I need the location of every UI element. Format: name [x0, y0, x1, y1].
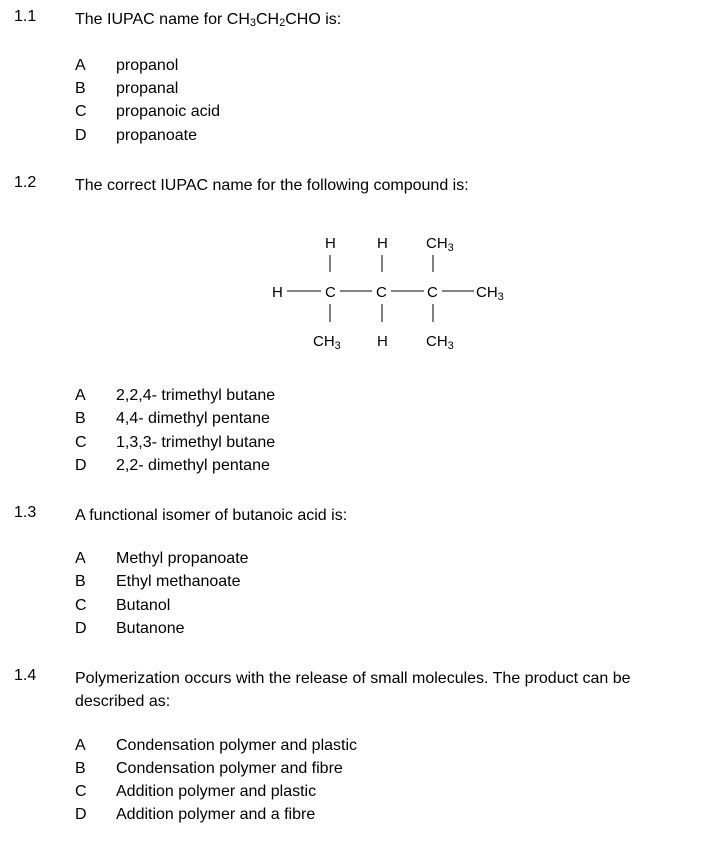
atom-label: H: [377, 333, 388, 350]
option-letter: B: [75, 573, 86, 590]
atom-label: C: [325, 284, 336, 301]
atom-label: $CH_3$: [426, 333, 454, 352]
option-letter: C: [75, 103, 87, 120]
option-text: Condensation polymer and fibre: [116, 760, 343, 777]
atom-label: C: [376, 284, 387, 301]
option-letter: D: [75, 806, 87, 823]
option-letter: D: [75, 620, 87, 637]
question-stem: Polymerization occurs with the release of small molecules. The product can be described as:: [75, 670, 631, 710]
atom-label: $CH_3$: [426, 235, 454, 254]
atom-label: C: [427, 284, 438, 301]
option-letter: A: [75, 57, 86, 74]
option-text: Butanone: [116, 620, 185, 637]
option-text: 1,3,3- trimethyl butane: [116, 434, 276, 451]
option-text: propanol: [116, 57, 179, 74]
question-stem: A functional isomer of butanoic acid is:: [75, 507, 348, 524]
question-stem: The correct IUPAC name for the following compound is:: [75, 177, 469, 194]
subscript: 3: [249, 17, 256, 29]
atom-label: H: [377, 235, 388, 252]
option-letter: B: [75, 410, 86, 427]
option-letter: D: [75, 127, 87, 144]
stem-text: CHO is:: [285, 11, 342, 28]
subscript: 2: [279, 17, 286, 29]
stem-text: The IUPAC name for CH: [75, 11, 250, 28]
option-text: Addition polymer and plastic: [116, 783, 317, 800]
option-letter: D: [75, 457, 87, 474]
option-text: 4,4- dimethyl pentane: [116, 410, 270, 427]
option-letter: A: [75, 737, 86, 754]
question-number: 1.2: [14, 174, 37, 191]
option-letter: C: [75, 783, 87, 800]
option-letter: A: [75, 387, 86, 404]
option-text: 2,2- dimethyl pentane: [116, 457, 270, 474]
option-text: 2,2,4- trimethyl butane: [116, 387, 276, 404]
question-number: 1.1: [14, 8, 37, 25]
atom-label: $CH_3$: [313, 333, 341, 352]
option-text: Butanol: [116, 597, 171, 614]
question-number: 1.4: [14, 667, 37, 684]
atom-label: $CH_3$: [476, 284, 504, 303]
option-text: propanoic acid: [116, 103, 221, 120]
stem-text: CH: [256, 11, 280, 28]
option-letter: A: [75, 550, 86, 567]
option-letter: C: [75, 434, 87, 451]
option-text: Addition polymer and a fibre: [116, 806, 316, 823]
option-letter: B: [75, 80, 86, 97]
atom-label: H: [272, 284, 283, 301]
atom-label: H: [325, 235, 336, 252]
question-number: 1.3: [14, 504, 37, 521]
option-text: Condensation polymer and plastic: [116, 737, 358, 754]
option-text: Methyl propanoate: [116, 550, 249, 567]
option-text: propanoate: [116, 127, 197, 144]
option-text: Ethyl methanoate: [116, 573, 241, 590]
option-letter: B: [75, 760, 86, 777]
option-letter: C: [75, 597, 87, 614]
option-text: propanal: [116, 80, 179, 97]
